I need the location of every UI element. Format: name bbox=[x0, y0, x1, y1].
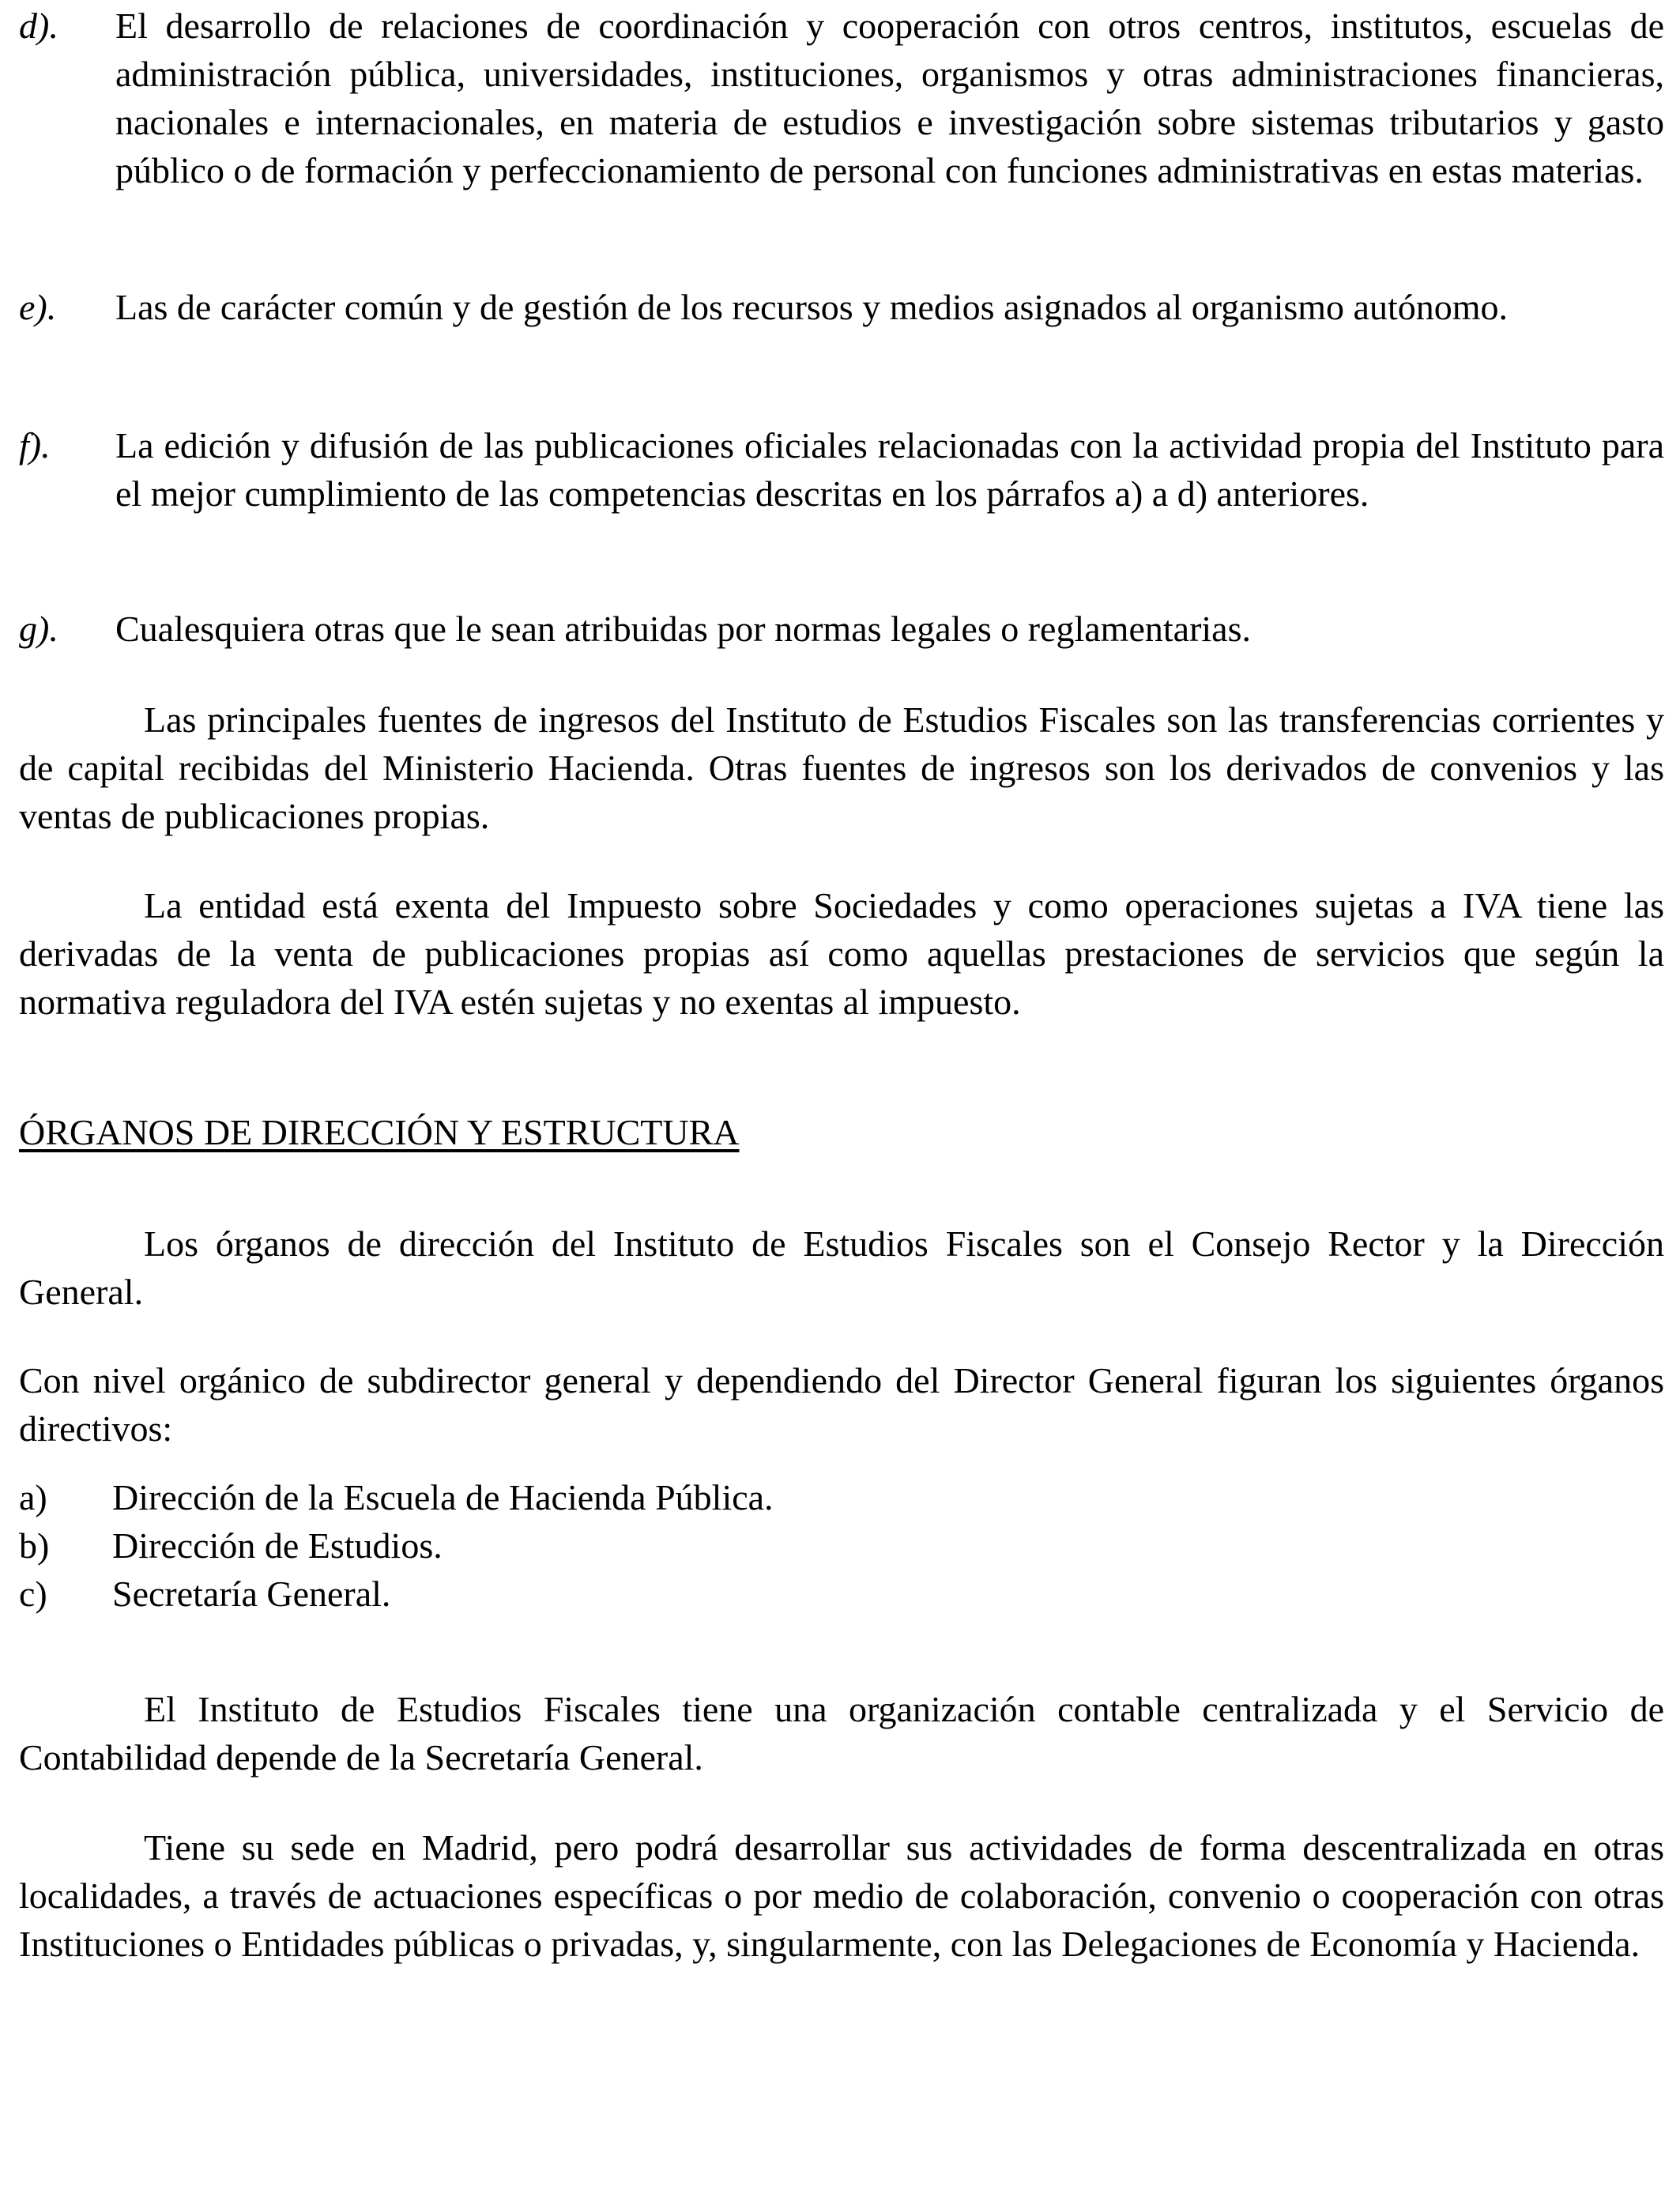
list-item-text: El desarrollo de relaciones de coordinación y cooperación con otros centros, institutos, escuelas de administración pública, universidades, instituciones, organismos y otras administraciones financieras, nacionales e internacionales, en materia de estudios e investigación sobre sistemas tributarios y gasto público o de formación y perfeccionamiento de personal con funciones administrativas en estas materias. bbox=[115, 6, 1664, 190]
section-heading: ÓRGANOS DE DIRECCIÓN Y ESTRUCTURA bbox=[19, 1112, 740, 1152]
paragraph-sede: Tiene su sede en Madrid, pero podrá desarrollar sus actividades de forma descentralizada en otras localidades, a través de actuaciones específicas o por medio de colaboración, convenio o cooperación con otras Instituciones o Entidades públicas o privadas, y, singularmente, con las Delegaciones de Economía y Hacienda. bbox=[19, 1827, 1664, 1964]
list-item-label: g). bbox=[19, 609, 58, 649]
paragraph-iva: La entidad está exenta del Impuesto sobre Sociedades y como operaciones sujetas a IVA tiene las derivadas de la venta de publicaciones propias así como aquellas prestaciones de servicios que según la normativa reguladora del IVA estén sujetas y no exentas al impuesto. bbox=[19, 885, 1664, 1022]
list-item-label: e). bbox=[19, 287, 57, 327]
list-item-label: a) bbox=[19, 1477, 47, 1517]
list-item-label: f). bbox=[19, 425, 51, 466]
list-item-label: b) bbox=[19, 1525, 50, 1566]
paragraph-ingresos: Las principales fuentes de ingresos del Instituto de Estudios Fiscales son las transferencias corrientes y de capital recibidas del Ministerio Hacienda. Otras fuentes de ingresos son los derivados de convenios y las ventas de publicaciones propias. bbox=[19, 699, 1664, 836]
list-item-label: d). bbox=[19, 6, 58, 46]
list-item-text: Cualesquiera otras que le sean atribuidas por normas legales o reglamentarias. bbox=[115, 609, 1251, 649]
paragraph-organos: Los órganos de dirección del Instituto de Estudios Fiscales son el Consejo Rector y la Dirección General. bbox=[19, 1223, 1664, 1312]
paragraph-nivel: Con nivel orgánico de subdirector general y dependiendo del Director General figuran los siguientes órganos directivos: bbox=[19, 1360, 1664, 1449]
list-item-text: Dirección de la Escuela de Hacienda Pública. bbox=[112, 1477, 774, 1517]
list-item-label: c) bbox=[19, 1574, 47, 1614]
list-item-text: Las de carácter común y de gestión de los recursos y medios asignados al organismo autónomo. bbox=[115, 287, 1509, 327]
paragraph-contable: El Instituto de Estudios Fiscales tiene una organización contable centralizada y el Servicio de Contabilidad depende de la Secretaría General. bbox=[19, 1689, 1664, 1777]
list-item-text: Dirección de Estudios. bbox=[112, 1525, 443, 1566]
list-item-text: La edición y difusión de las publicaciones oficiales relacionadas con la actividad propia del Instituto para el mejor cumplimiento de las competencias descritas en los párrafos a) a d) anteriores. bbox=[115, 425, 1664, 514]
list-item-text: Secretaría General. bbox=[112, 1574, 391, 1614]
